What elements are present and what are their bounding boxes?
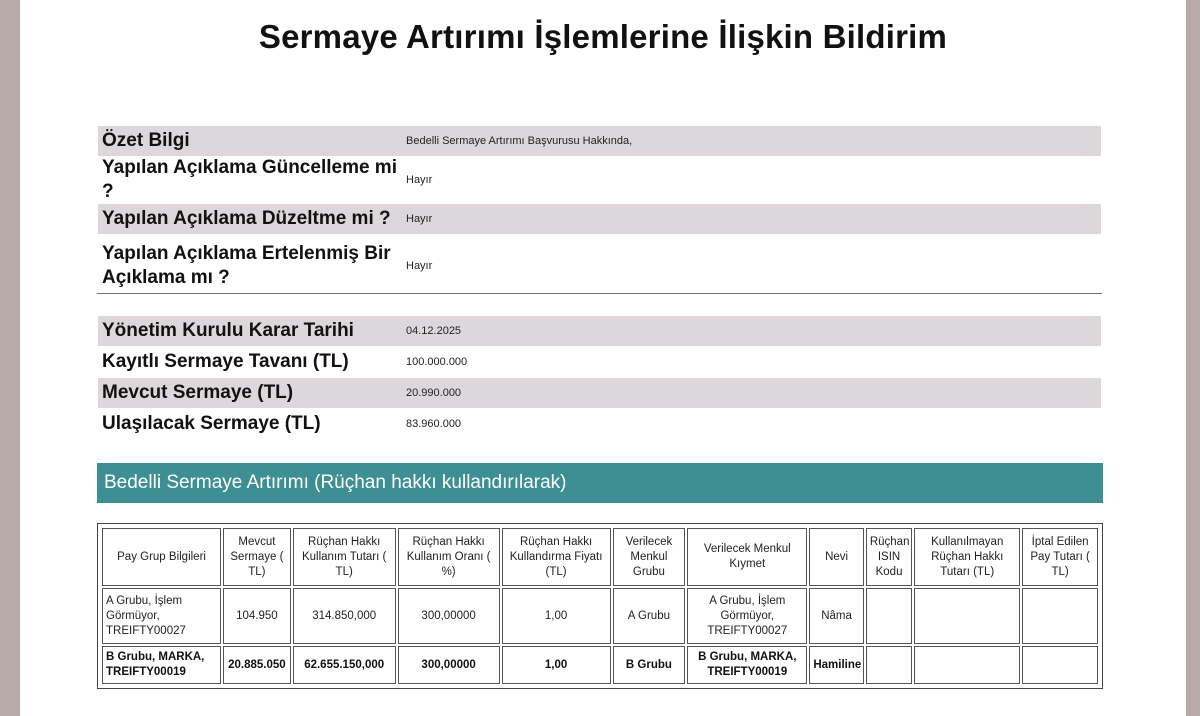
table-cell: Nâma [809,588,864,644]
table-cell [914,646,1020,684]
table-header-row [102,528,1098,586]
column-header: Rüçhan Hakkı Kullandırma Fiyatı (TL) [502,528,611,586]
table-cell: B Grubu, MARKA, TREIFTY00019 [687,646,807,684]
table-cell [866,588,912,644]
summary-row [98,204,1101,234]
capital-row [98,346,1101,378]
summary-table [98,126,1101,298]
column-header: Rüçhan Hakkı Kullanım Oranı ( %) [398,528,500,586]
column-header: Rüçhan Hakkı Kullanım Tutarı ( TL) [293,528,396,586]
capital-label: Yönetim Kurulu Karar Tarihi [98,316,402,346]
section-divider [97,293,1102,294]
summary-row [98,156,1101,204]
table-cell: Hamiline [809,646,864,684]
table-cell: B Grubu [613,646,686,684]
table-cell: A Grubu [613,588,686,644]
table-row [102,588,1098,644]
capital-label: Ulaşılacak Sermaye (TL) [102,413,321,434]
summary-value: Hayır [406,174,433,186]
summary-value: Hayır [406,260,433,272]
summary-label: Özet Bilgi [98,126,402,156]
capital-increase-table-frame [97,523,1103,689]
summary-value: Bedelli Sermaye Artırımı Başvurusu Hakkında, [402,126,1101,156]
capital-value: 100.000.000 [406,356,468,368]
table-cell: 314.850,000 [293,588,396,644]
capital-label: Kayıtlı Sermaye Tavanı (TL) [102,351,349,372]
capital-value: 83.960.000 [406,418,462,430]
table-cell: 300,00000 [398,588,500,644]
summary-row [98,126,1101,156]
column-header: Verilecek Menkul Kıymet [687,528,807,586]
document-page [20,0,1186,716]
table-cell [866,646,912,684]
capital-row [98,408,1101,440]
table-cell: A Grubu, İşlem Görmüyor, TREIFTY00027 [102,588,221,644]
summary-label: Yapılan Açıklama Ertelenmiş Bir Açıklama mı ? [102,243,391,288]
table-cell: 1,00 [502,588,611,644]
column-header: Rüçhan ISIN Kodu [866,528,912,586]
summary-label: Yapılan Açıklama Güncelleme mi ? [102,157,397,202]
column-header: Pay Grup Bilgileri [102,528,221,586]
capital-row [98,316,1101,346]
table-cell [1022,588,1098,644]
table-cell: 300,00000 [398,646,500,684]
column-header: Nevi [809,528,864,586]
column-header: İptal Edilen Pay Tutarı ( TL) [1022,528,1098,586]
table-cell [1022,646,1098,684]
page-title: Sermaye Artırımı İşlemlerine İlişkin Bildirim [258,18,948,55]
summary-row [98,234,1101,298]
table-cell: B Grubu, MARKA, TREIFTY00019 [102,646,221,684]
column-header: Mevcut Sermaye ( TL) [223,528,291,586]
capital-row [98,378,1101,408]
table-cell: A Grubu, İşlem Görmüyor, TREIFTY00027 [687,588,807,644]
table-cell: 20.885.050 [223,646,291,684]
table-cell: 62.655.150,000 [293,646,396,684]
table-row [102,646,1098,684]
capital-label: Mevcut Sermaye (TL) [98,378,402,408]
summary-value: Hayır [402,204,1101,234]
summary-label: Yapılan Açıklama Düzeltme mi ? [98,204,402,234]
table-cell: 1,00 [502,646,611,684]
table-cell: 104.950 [223,588,291,644]
capital-value: 04.12.2025 [402,316,1101,346]
capital-increase-table [100,526,1100,686]
capital-value: 20.990.000 [402,378,1101,408]
column-header: Verilecek Menkul Grubu [613,528,686,586]
table-cell [914,588,1020,644]
section-header: Bedelli Sermaye Artırımı (Rüçhan hakkı kullandırılarak) [97,463,1103,503]
column-header: Kullanılmayan Rüçhan Hakkı Tutarı (TL) [914,528,1020,586]
capital-table [98,316,1101,440]
